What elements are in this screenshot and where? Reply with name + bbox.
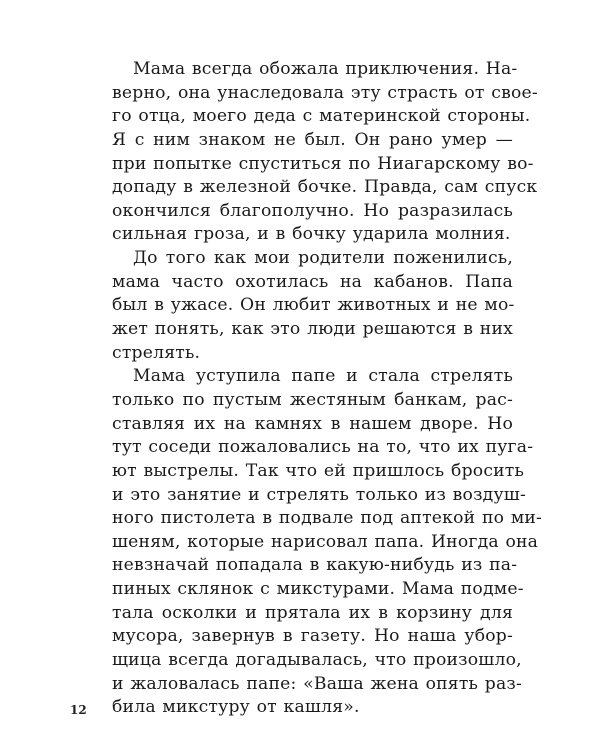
text-line: Мама уступила папе и стала стрелять bbox=[133, 366, 513, 387]
text-line: невзначай попадала в какую-нибудь из па- bbox=[112, 555, 518, 576]
text-line: сильная гроза, и в бочку ударила молния. bbox=[112, 224, 511, 245]
page-text bbox=[112, 58, 543, 720]
text-line: при попытке спуститься по Ниагарскому во- bbox=[112, 153, 534, 174]
text-line: била микстуру от кашля». bbox=[112, 697, 360, 718]
text-line: был в ужасе. Он любит животных и не мо- bbox=[112, 295, 515, 316]
text-line: мусора, завернув в газету. Но наша убор- bbox=[112, 626, 513, 647]
paragraph-1 bbox=[112, 58, 538, 247]
text-line: го отца, моего деда с материнской стороны. bbox=[112, 106, 531, 127]
text-line: мама часто охотилась на кабанов. Папа bbox=[112, 271, 513, 292]
text-line: До того как мои родители поженились, bbox=[133, 248, 513, 269]
page-number: 12 bbox=[70, 703, 87, 717]
text-line: Я с ним знаком не был. Он рано умер — bbox=[112, 129, 513, 150]
text-line: и жаловалась папе: «Ваша жена опять раз- bbox=[112, 673, 523, 694]
text-line: ставляя их на камнях в нашем дворе. Но bbox=[112, 413, 513, 434]
text-line: Мама всегда обожала приключения. На- bbox=[133, 59, 518, 79]
text-line: только по пустым жестяным банкам, рас- bbox=[112, 389, 513, 410]
text-line: шеням, которые нарисовал папа. Иногда она bbox=[112, 531, 539, 552]
text-line: жет понять, как это люди решаются в них bbox=[112, 319, 513, 340]
text-line: тала осколки и прятала их в корзину для bbox=[112, 602, 513, 623]
text-line: щица всегда догадывалась, что произошло, bbox=[112, 650, 522, 671]
text-line: ют выстрелы. Так что ей пришлось бросить bbox=[112, 460, 525, 481]
text-line: верно, она унаследовала эту страсть от свое- bbox=[112, 82, 538, 103]
text-line: и это занятие и стрелять только из воздуш- bbox=[112, 484, 526, 505]
paragraph-2 bbox=[112, 247, 513, 365]
text-line: окончился благополучно. Но разразилась bbox=[112, 200, 513, 221]
text-line: ного пистолета в подвале под аптекой по ми- bbox=[112, 508, 543, 529]
paragraph-3 bbox=[112, 365, 543, 720]
text-line: тут соседи пожаловались на то, что их пуга- bbox=[112, 437, 534, 458]
text-line: пиных склянок с микстурами. Мама подме- bbox=[112, 579, 524, 600]
text-line: допаду в железной бочке. Правда, сам спуск bbox=[112, 177, 538, 198]
text-line: стрелять. bbox=[112, 342, 201, 363]
